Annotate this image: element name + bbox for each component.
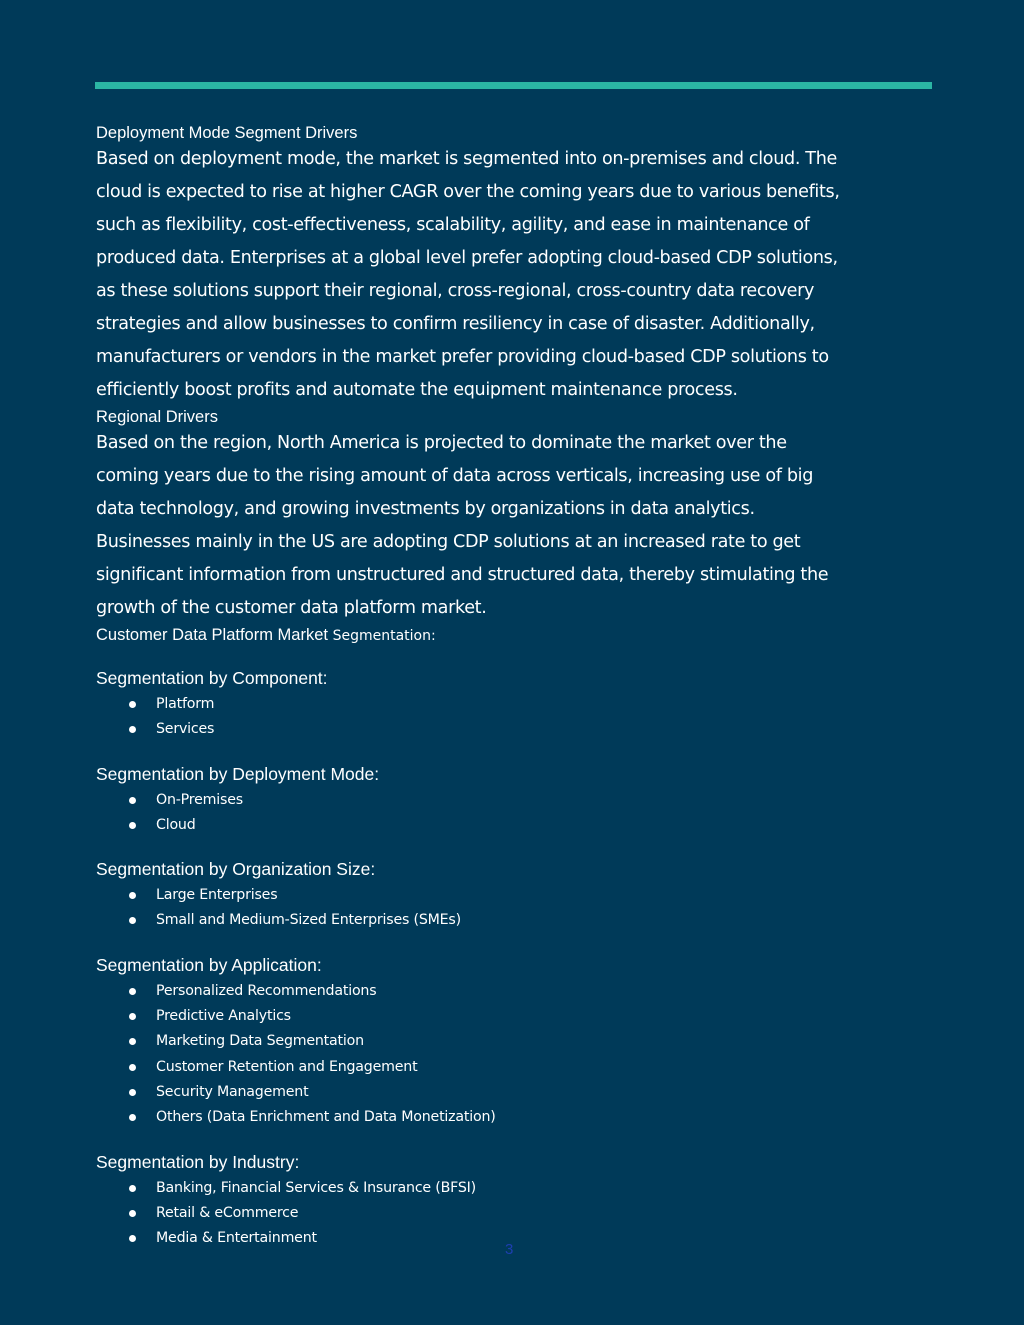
bullet-icon bbox=[129, 1210, 136, 1217]
list-item-label: Large Enterprises bbox=[156, 887, 278, 904]
segment-group-organization-size bbox=[96, 858, 936, 934]
list-item bbox=[96, 788, 936, 813]
bullet-icon bbox=[129, 988, 136, 995]
list-item-label: On-Premises bbox=[156, 791, 243, 808]
list-item bbox=[96, 1080, 936, 1105]
list-item bbox=[96, 1105, 936, 1130]
list-item-label: Security Management bbox=[156, 1083, 309, 1100]
segment-list bbox=[96, 788, 936, 839]
bullet-icon bbox=[129, 726, 136, 733]
bullet-icon bbox=[129, 797, 136, 804]
regional-section bbox=[96, 407, 936, 625]
segmentation-title-suffix: Segmentation: bbox=[332, 628, 436, 644]
paragraph-line: Based on the region, North America is projected to dominate the market over the bbox=[96, 433, 787, 453]
paragraph-line: produced data. Enterprises at a global level prefer adopting cloud-based CDP solutions, bbox=[96, 248, 838, 268]
segment-heading: Segmentation by Deployment Mode: bbox=[96, 763, 380, 784]
bullet-icon bbox=[129, 822, 136, 829]
bullet-icon bbox=[129, 1185, 136, 1192]
paragraph-line: coming years due to the rising amount of data across verticals, increasing use of big bbox=[96, 466, 814, 486]
list-item bbox=[96, 1226, 936, 1251]
regional-paragraph bbox=[96, 427, 936, 625]
segment-list bbox=[96, 979, 936, 1131]
list-item-label: Media & Entertainment bbox=[156, 1230, 317, 1247]
list-item bbox=[96, 813, 936, 838]
bullet-icon bbox=[129, 1089, 136, 1096]
list-item bbox=[96, 1201, 936, 1226]
list-item-label: Marketing Data Segmentation bbox=[156, 1033, 364, 1050]
segmentation-section bbox=[96, 625, 936, 1251]
list-item-label: Platform bbox=[156, 696, 215, 712]
page-content bbox=[96, 123, 936, 1251]
bullet-icon bbox=[129, 701, 136, 708]
paragraph-line: Based on deployment mode, the market is segmented into on-premises and cloud. The bbox=[96, 149, 837, 169]
list-item bbox=[96, 908, 936, 933]
deployment-heading: Deployment Mode Segment Drivers bbox=[96, 124, 358, 142]
segment-heading: Segmentation by Application: bbox=[96, 954, 322, 975]
list-item bbox=[96, 883, 936, 908]
list-item bbox=[96, 1029, 936, 1054]
segment-group-deployment-mode bbox=[96, 763, 936, 839]
list-item bbox=[96, 692, 936, 717]
paragraph-line: data technology, and growing investments by organizations in data analytics. bbox=[96, 499, 755, 519]
segment-list bbox=[96, 692, 936, 743]
bullet-icon bbox=[129, 892, 136, 899]
bullet-icon bbox=[129, 917, 136, 924]
segmentation-title-main: Customer Data Platform Market bbox=[96, 626, 328, 644]
paragraph-line: manufacturers or vendors in the market prefer providing cloud-based CDP solutions to bbox=[96, 347, 829, 367]
list-item bbox=[96, 1176, 936, 1201]
regional-heading: Regional Drivers bbox=[96, 408, 218, 426]
deployment-paragraph bbox=[96, 143, 936, 407]
list-item-label: Personalized Recommendations bbox=[156, 982, 377, 999]
list-item-label: Banking, Financial Services & Insurance (BFSI) bbox=[156, 1179, 476, 1196]
bullet-icon bbox=[129, 1013, 136, 1020]
list-item-label: Services bbox=[156, 721, 215, 738]
paragraph-line: strategies and allow businesses to confirm resiliency in case of disaster. Additionally, bbox=[96, 314, 815, 334]
list-item-label: Customer Retention and Engagement bbox=[156, 1058, 418, 1075]
segment-heading: Segmentation by Organization Size: bbox=[96, 859, 376, 880]
paragraph-line: significant information from unstructured and structured data, thereby stimulating the bbox=[96, 565, 829, 585]
segment-heading: Segmentation by Component: bbox=[96, 668, 328, 688]
deployment-section bbox=[96, 123, 936, 407]
segmentation-title bbox=[96, 625, 936, 646]
list-item-label: Small and Medium-Sized Enterprises (SMEs) bbox=[156, 912, 461, 929]
paragraph-line: as these solutions support their regional, cross-regional, cross-country data recovery bbox=[96, 281, 815, 301]
accent-rule bbox=[95, 82, 932, 89]
list-item-label: Cloud bbox=[156, 816, 196, 833]
bullet-icon bbox=[129, 1038, 136, 1045]
paragraph-line: growth of the customer data platform market. bbox=[96, 598, 487, 618]
segment-list bbox=[96, 1176, 936, 1252]
list-item-label: Others (Data Enrichment and Data Monetization) bbox=[156, 1109, 496, 1126]
list-item-label: Predictive Analytics bbox=[156, 1008, 291, 1025]
segment-group-component bbox=[96, 667, 936, 743]
list-item bbox=[96, 1055, 936, 1080]
list-item bbox=[96, 979, 936, 1004]
list-item bbox=[96, 1004, 936, 1029]
segment-list bbox=[96, 883, 936, 934]
segment-heading: Segmentation by Industry: bbox=[96, 1151, 300, 1172]
bullet-icon bbox=[129, 1235, 136, 1242]
list-item bbox=[96, 717, 936, 742]
paragraph-line: cloud is expected to rise at higher CAGR over the coming years due to various benefits, bbox=[96, 182, 840, 202]
bullet-icon bbox=[129, 1064, 136, 1071]
paragraph-line: such as flexibility, cost-effectiveness, scalability, agility, and ease in maintenance of bbox=[96, 215, 810, 235]
paragraph-line: Businesses mainly in the US are adopting CDP solutions at an increased rate to get bbox=[96, 532, 801, 552]
paragraph-line: efficiently boost profits and automate the equipment maintenance process. bbox=[96, 380, 738, 400]
segment-group-industry bbox=[96, 1151, 936, 1252]
page-number: 3 bbox=[505, 1241, 514, 1258]
bullet-icon bbox=[129, 1114, 136, 1121]
segment-group-application bbox=[96, 954, 936, 1131]
list-item-label: Retail & eCommerce bbox=[156, 1204, 299, 1221]
